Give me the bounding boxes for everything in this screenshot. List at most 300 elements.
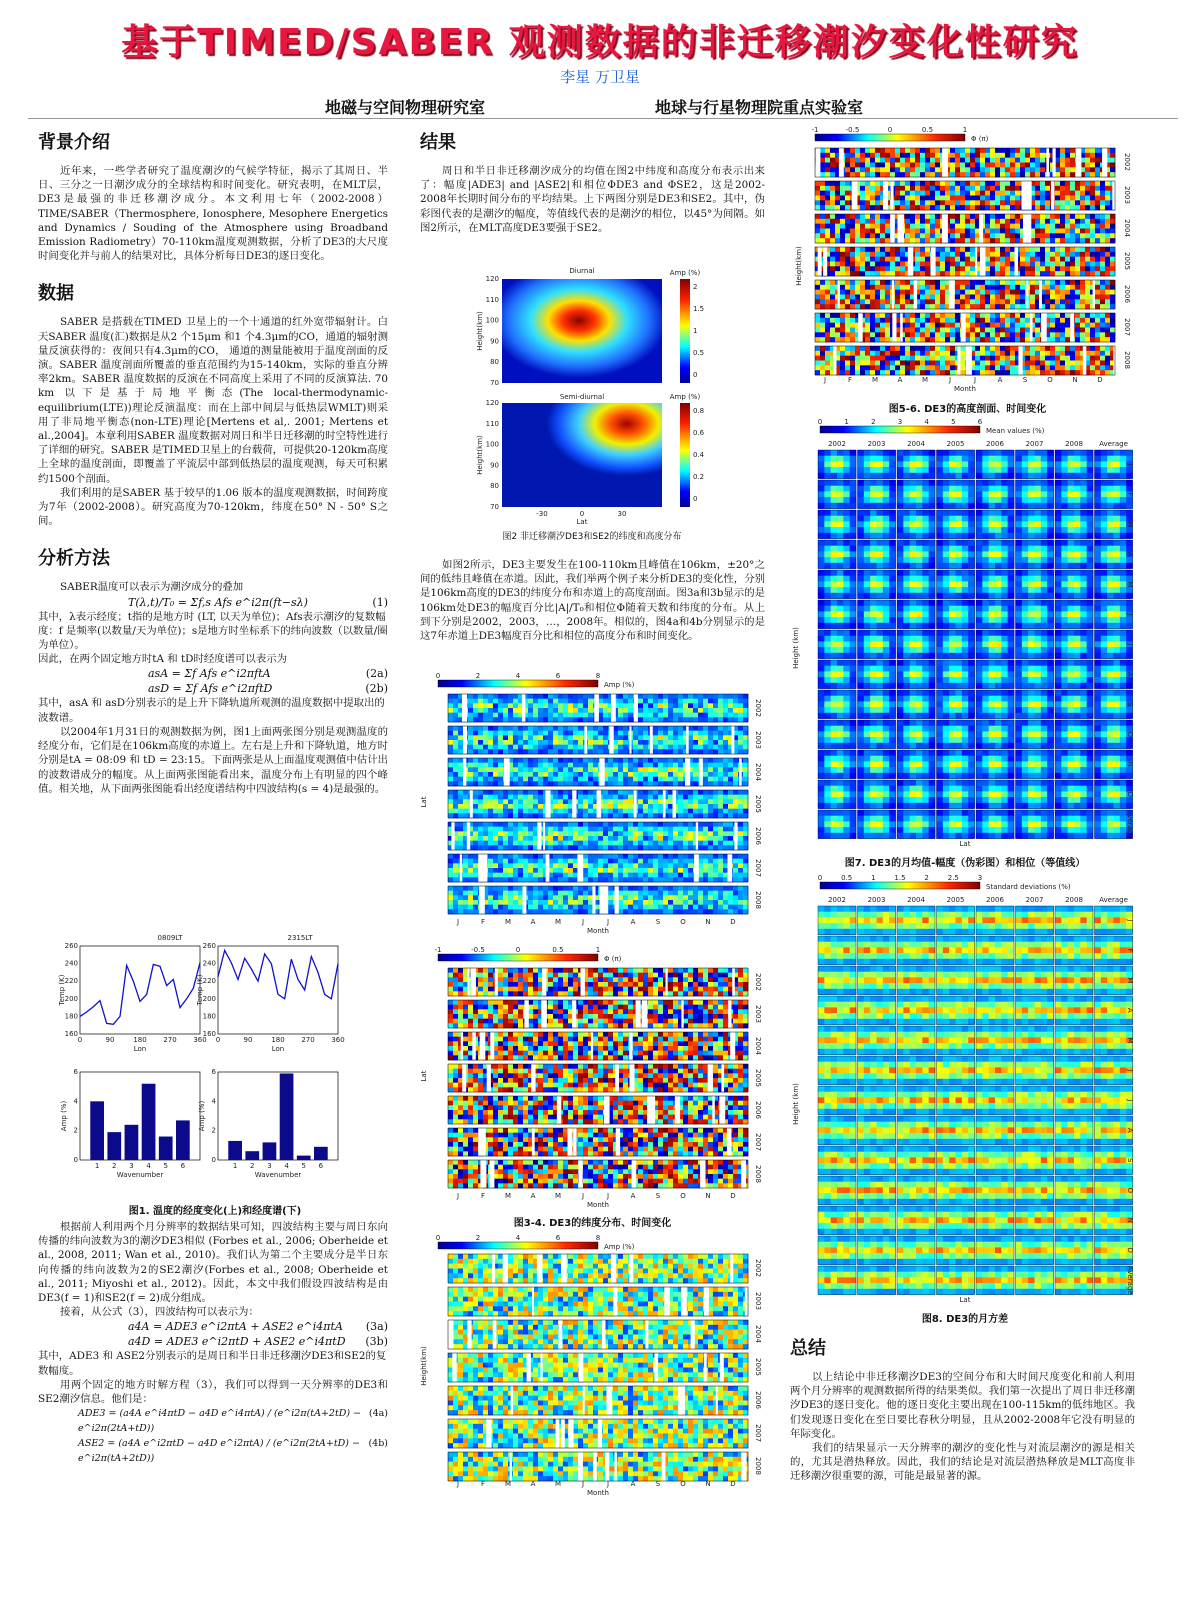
fig3-month-tick: J [606, 918, 610, 926]
fig1-amp-bar [228, 1141, 242, 1160]
fig3-phase-panel-2007 [448, 1128, 748, 1156]
fig7-colorbar [820, 426, 980, 433]
fig8-row-label: J [1126, 1069, 1134, 1072]
fig2-cbar-tick: 0.6 [693, 429, 705, 437]
fig5-phase-colorbar-label: Φ (π) [971, 135, 989, 143]
fig7-cell [897, 690, 935, 719]
fig8-cell [897, 1056, 935, 1085]
fig1-ytick: 200 [202, 994, 216, 1003]
fig7-cell [937, 660, 975, 689]
fig2-ylabel: Height(km) [476, 311, 484, 351]
fig8-cell [858, 1146, 896, 1175]
fig8-cell [976, 1086, 1014, 1115]
fig7-cell [897, 780, 935, 809]
fig4-phase-colorbar [438, 954, 598, 961]
fig8-cell [818, 1176, 856, 1205]
fig4-month-tick: M [554, 1480, 562, 1488]
fig3-month-tick: M [504, 918, 512, 926]
fig5-panel-2006 [815, 280, 1115, 309]
fig5-panel-2005 [815, 247, 1115, 276]
data-text-2: 我们利用的是SABER 基于较早的1.06 版本的温度观测数据，时间跨度为7年（2002-2008）。研究高度为70-120km，纬度在50° N - 50° S之间。 [38, 486, 388, 528]
fig5-month-tick: M [921, 376, 929, 384]
fig1-ytick: 240 [64, 959, 78, 968]
figure-2 [472, 265, 712, 545]
fig8-cell [858, 1206, 896, 1235]
fig7-cell [818, 540, 856, 569]
fig7-colorbar-tick: 1 [844, 418, 849, 426]
figure-8-grid [790, 874, 1140, 1306]
fig3-phase-panel-2005 [448, 1064, 748, 1092]
fig4-month-tick: F [480, 1480, 486, 1488]
fig1-xtick: 90 [105, 1036, 115, 1044]
fig8-cell [1055, 996, 1093, 1025]
fig5-panel-2008 [815, 346, 1118, 375]
fig1-bar-xtick: 2 [112, 1162, 117, 1170]
fig8-row-label: M [1126, 1037, 1134, 1044]
fig7-cell [818, 780, 856, 809]
fig7-colorbar-tick: 0 [817, 418, 823, 426]
fig7-cell [858, 660, 896, 689]
fig8-cell [937, 1266, 975, 1295]
fig1-bar-xtick: 1 [232, 1162, 238, 1170]
fig3-phase-month-tick: A [530, 1192, 536, 1200]
fig4-phase-colorbar-tick: -1 [434, 946, 442, 954]
fig7-cell [897, 450, 935, 479]
fig7-cell [976, 630, 1014, 659]
fig5-year-label: 2006 [1123, 285, 1131, 303]
fig4-year-label: 2002 [754, 1259, 762, 1277]
fig3-amp-panel-2007 [448, 854, 748, 882]
figure-7-grid [790, 418, 1140, 850]
fig8-cell [937, 1206, 975, 1235]
fig3-year-label: 2002 [754, 699, 762, 717]
equation-1: T(λ,t)/T₀ = Σf,s Afs e^i2π(ft−sλ) (1) [128, 595, 388, 609]
fig4-year-label: 2008 [754, 1457, 762, 1475]
fig8-cell [858, 1266, 896, 1295]
column-left-lower [38, 1220, 388, 1466]
data-text-1: SABER 是搭载在TIMED 卫星上的一个十通道的红外宽带辐射计。白天SABER 温度(汇)数据是从2 个15μm 和1 个4.3μm的CO，通道的辐射测量反演获得的：夜间只有4.3μm的CO， 通道的测量能被用于温度剖面的反演。SABER 温度剖面所覆盖的垂直范围约为15-140km，实际的垂直分辨率2km。SABER 温度数据的反演在不同高度上采用了不同的反演算法. 70 km 以下是基于局地平衡态(The local-thermodynamic-equilibrium(LTE))理论反演温度：而在上部中间层与低热层WMLT)则采用了非局地平衡态(non-LTE)理论[Mertens et al,. 2001; Mertens et al.,2004]。本章利用SABER 温度数据对周日和半日迁移潮的时空特性进行了详细的研究。SABER 是TIMED卫星上的台载荷，可提供20-120km高度上全球的温度剖面，即覆盖了平流层中部到低热层的温度观测，每天可积累约1500个剖面。 [38, 316, 388, 485]
fig1-amp-bar [142, 1084, 156, 1160]
fig2-cbar-tick: 0 [693, 495, 698, 503]
figure-1-caption: 图1. 温度的经度变化(上)和经度谱(下) [128, 1206, 302, 1217]
fig2-bottom-colorbar [680, 403, 690, 507]
fig7-cell [858, 720, 896, 749]
figure-8-caption: 图8. DE3的月方差 [921, 1314, 1009, 1325]
fig8-cell [897, 1266, 935, 1295]
fig5-panel-2004 [815, 214, 1115, 243]
fig7-cell [937, 510, 975, 539]
fig2-cbar-tick: 0.2 [693, 473, 705, 481]
fig8-row-label: Average [1126, 1265, 1134, 1295]
fig5-month-label: Month [954, 385, 976, 393]
fig8-cell [897, 1086, 935, 1115]
fig7-cell [1016, 630, 1054, 659]
fig1-xtick: 180 [271, 1036, 285, 1044]
fig8-cell [897, 996, 935, 1025]
fig3-phase-month-tick: J [581, 1192, 585, 1200]
fig7-col-header: 2005 [946, 440, 965, 448]
fig8-cell [976, 996, 1014, 1025]
column-left [38, 128, 388, 796]
fig4-amp-colorbar-tick: 6 [555, 1234, 561, 1242]
figure-7 [790, 418, 1140, 868]
fig4-amp-colorbar-label: Amp (%) [604, 1243, 635, 1251]
fig5-month-tick: D [1097, 376, 1103, 384]
fig7-cell [937, 780, 975, 809]
fig8-row-label: D [1126, 1247, 1134, 1253]
method-text-2: 因此，在两个固定地方时tA 和 tD时经度谱可以表示为 [38, 653, 287, 666]
fig7-cell [1055, 750, 1093, 779]
fig2-ytick: 90 [490, 461, 499, 470]
fig8-colorbar-tick: 1.5 [894, 874, 906, 882]
fig7-cell [1016, 570, 1054, 599]
fig1-amp-bar [245, 1151, 259, 1160]
fig8-row-label: M [1126, 977, 1134, 984]
fig8-cell [1016, 1116, 1054, 1145]
fig7-row-label: J [1126, 613, 1134, 616]
fig5-phase-colorbar-tick: -0.5 [845, 126, 860, 134]
fig3-month-tick: D [730, 918, 736, 926]
fig3-phase-panel-2008 [448, 1160, 750, 1188]
fig8-cell [897, 1146, 935, 1175]
fig7-cell [897, 510, 935, 539]
fig8-cell [818, 1086, 856, 1115]
fig7-colorbar-tick: 6 [977, 418, 983, 426]
fig3-phase-year-label: 2004 [754, 1037, 762, 1055]
fig4-amp-colorbar [438, 1242, 598, 1249]
fig8-cell [976, 1026, 1014, 1055]
fig8-cell [976, 936, 1014, 965]
fig7-cell [858, 510, 896, 539]
fig7-cell [976, 660, 1014, 689]
fig3-phase-year-label: 2003 [754, 1005, 762, 1023]
background-heading: 背景介绍 [38, 132, 110, 153]
fig3-year-label: 2005 [754, 795, 762, 813]
fig5-panel-2003 [815, 181, 1116, 210]
fig3-phase-month-tick: A [630, 1192, 636, 1200]
fig8-cell [1055, 1086, 1093, 1115]
fig8-col-header: 2004 [907, 896, 925, 904]
fig2-cbar-tick: 2 [693, 283, 698, 291]
fig1-bar-xtick: 1 [94, 1162, 100, 1170]
fig1-ytick: 200 [64, 994, 78, 1003]
fig1-amp-xlabel: Wavenumber [116, 1171, 164, 1179]
fig8-cell [818, 1116, 856, 1145]
fig4-month-tick: A [630, 1480, 636, 1488]
fig1-amp-bar [280, 1073, 294, 1160]
fig7-cell [1055, 690, 1093, 719]
fig8-cell [976, 906, 1014, 935]
fig1-amp-bar [176, 1120, 190, 1160]
fig5-month-tick: M [871, 376, 879, 384]
fig8-row-label: F [1126, 948, 1134, 953]
fig7-cell [858, 600, 896, 629]
fig5-phase-colorbar [815, 134, 965, 141]
fig7-cell [818, 660, 856, 689]
fig7-cell [937, 720, 975, 749]
fig1-bar-ytick: 6 [73, 1068, 78, 1076]
fig1-amp-ylabel: Amp (%) [198, 1100, 206, 1132]
fig4-phase-colorbar-tick: 0.5 [552, 946, 564, 954]
fig5-year-label: 2005 [1123, 252, 1131, 270]
fig8-cell [937, 1026, 975, 1055]
fig8-row-label: A [1126, 1127, 1134, 1133]
fig5-month-tick: A [997, 376, 1003, 384]
equation-4b: ASE2 = (a4A e^i2πtD − a4D e^i2πtA) / (e^i2π(2tA+tD) − e^i2π(tA+2tD)) (4b) [78, 1438, 388, 1465]
fig7-cell [818, 480, 856, 509]
fig2-xtick: 30 [617, 510, 627, 518]
fig1-ytick: 160 [202, 1030, 216, 1038]
fig8-cell [818, 1266, 856, 1295]
fig8-cell [858, 996, 896, 1025]
fig7-cell [818, 720, 856, 749]
fig1-ytick: 220 [64, 977, 78, 986]
equation-2b: asD = Σf Afs e^i2πftD (2b) [148, 682, 388, 696]
fig2-diurnal-map [502, 279, 662, 383]
affiliation-left: 地磁与空间物理研究室 [325, 98, 486, 117]
fig8-cell [818, 906, 856, 935]
fig7-cell [818, 630, 856, 659]
fig8-col-header: 2006 [986, 896, 1004, 904]
fig4-month-tick: O [680, 1480, 686, 1488]
fig7-cell [1016, 720, 1054, 749]
fig5-phase-colorbar-tick: 0.5 [921, 126, 934, 134]
fig2-cbar-tick: 1 [693, 327, 698, 335]
method-text-4: 以2004年1月31日的观测数据为例，图1上面两张图分别是观测温度的经度分布，它们是在106km高度的赤道上。左右是上升和下降轨道，地方时分别是tA = 08:09 和 tD = 23:15。下面两张是从上面温度观测值中估计出的波数谱成分的幅度。从上面两张图能看出来，温度分布上有明显的四个峰值。相关地，从下面两张图能看出经度谱结构中四波结构(s = 4)是最强的。 [38, 725, 388, 795]
fig1-amp-bar [125, 1125, 139, 1160]
fig2-cbar-tick: 0 [693, 371, 698, 379]
fig7-cell [1055, 660, 1093, 689]
fig8-cell [818, 966, 856, 995]
fig1-bar-ytick: 2 [73, 1126, 78, 1135]
fig7-cell [976, 780, 1014, 809]
fig3-phase-month-label: Month [587, 1201, 609, 1209]
figure-1-plots [60, 932, 370, 1194]
fig4-amp-colorbar-tick: 2 [475, 1234, 481, 1242]
fig7-cell [897, 660, 935, 689]
fig3-phase-year-label: 2008 [754, 1165, 762, 1183]
fig8-cell [858, 966, 896, 995]
figure-1 [58, 932, 370, 1217]
fig7-cell [818, 570, 856, 599]
fig1-xtick: 360 [193, 1036, 207, 1044]
fig8-cell [937, 906, 975, 935]
fig2-ytick: 80 [490, 482, 499, 491]
data-heading: 数据 [38, 283, 74, 305]
fig2-top-title: Diurnal [569, 267, 595, 275]
fig5-month-tick: J [973, 376, 977, 384]
summary-text-1: 以上结论中非迁移潮汐DE3的空间分布和大时间尺度变化和前人利用两个月分辨率的观测数据所得的结果类似。我们第一次提出了周日非迁移潮汐DE3的逐日变化。他的逐日变化主要出现在100-115km的低纬地区。我们发现逐日变化在至日要比春秋分明显，且从2002-2008年它没有明显的年际变化。 [790, 1371, 1135, 1440]
figure-2-plots [472, 265, 712, 525]
fig8-cell [937, 936, 975, 965]
fig7-cell [858, 750, 896, 779]
fig3-lat-label: Lat [420, 796, 428, 808]
fig2-cbar-tick: 0.4 [693, 451, 705, 459]
fig7-cell [1055, 480, 1093, 509]
fig1-bar-xtick: 5 [301, 1162, 306, 1170]
fig5-month-tick: S [1022, 376, 1028, 384]
fig7-cell [976, 450, 1014, 479]
fig8-cell [858, 1116, 896, 1145]
fig5-year-label: 2008 [1123, 351, 1131, 369]
fig4-month-tick: A [530, 1480, 536, 1488]
fig1-xtick: 270 [163, 1036, 177, 1044]
fig7-cell [976, 750, 1014, 779]
fig8-cell [937, 1056, 975, 1085]
fig1-bar-xtick: 3 [267, 1162, 272, 1170]
fig8-cell [1016, 1176, 1054, 1205]
fig8-cell [1016, 1236, 1054, 1265]
figure-2-caption: 图2 非迁移潮汐DE3和SE2的纬度和高度分布 [502, 532, 682, 542]
fig8-cell [858, 936, 896, 965]
figure-8 [790, 874, 1140, 1324]
fig7-cell [897, 750, 935, 779]
fig8-cell [858, 1086, 896, 1115]
fig7-cell [858, 810, 896, 839]
fig7-cell [1055, 720, 1093, 749]
fig3-amp-panel-2002 [448, 694, 748, 722]
fig2-ytick: 100 [485, 316, 499, 325]
fig5-height-label: Height(km) [795, 246, 803, 286]
fig7-cell [937, 630, 975, 659]
derivation-text-2: 接着，从公式（3），四波结构可以表示为： [60, 1306, 259, 1319]
fig3-phase-month-tick: N [705, 1192, 711, 1200]
fig4-month-tick: N [705, 1480, 711, 1488]
fig7-cell [1016, 810, 1054, 839]
fig1-amp-bar [107, 1132, 121, 1160]
fig8-cell [897, 1026, 935, 1055]
fig8-cell [937, 1116, 975, 1145]
fig7-cell [1016, 690, 1054, 719]
fig3-month-tick: F [480, 918, 486, 926]
fig1-ytick: 260 [202, 942, 216, 950]
fig2-ytick: 110 [485, 419, 499, 428]
fig7-cell [818, 450, 856, 479]
fig2-semidiurnal-map [502, 403, 662, 507]
fig7-cell [937, 450, 975, 479]
fig4-phase-colorbar-tick: 1 [595, 946, 601, 954]
figure-4-height [420, 1236, 765, 1501]
fig3-amp-colorbar-tick: 4 [515, 672, 521, 680]
fig7-cell [976, 510, 1014, 539]
fig3-phase-year-label: 2006 [754, 1101, 762, 1119]
fig7-cell [1016, 540, 1054, 569]
fig8-cell [976, 1056, 1014, 1085]
fig8-cell [858, 906, 896, 935]
fig8-cell [897, 1176, 935, 1205]
fig1-right-title: 2315LT [287, 934, 313, 942]
fig8-cell [818, 1146, 856, 1175]
poster-title: 基于TIMED/SABER 观测数据的非迁移潮汐变化性研究 [121, 22, 1079, 63]
fig1-bar-xtick: 4 [146, 1162, 151, 1170]
fig7-cell [858, 480, 896, 509]
fig8-cell [858, 1176, 896, 1205]
fig8-cell [976, 1146, 1014, 1175]
fig8-colorbar-tick: 1 [871, 874, 876, 882]
fig7-row-label: A [1126, 671, 1134, 677]
figure-5-6-panels [795, 126, 1140, 396]
fig8-cell [897, 1236, 935, 1265]
fig2-ytick: 80 [490, 358, 499, 367]
fig8-cell [1016, 1026, 1054, 1055]
authors: 李星 万卫星 [560, 68, 640, 86]
fig8-cell [818, 1026, 856, 1055]
fig2-cbar-tick: 0.8 [693, 407, 705, 415]
fig3-phase-month-tick: S [655, 1192, 661, 1200]
fig8-col-header: 2003 [867, 896, 886, 904]
fig5-month-tick: J [823, 376, 827, 384]
summary-heading: 总结 [790, 1338, 826, 1359]
fig8-colorbar-label: Standard deviations (%) [986, 883, 1071, 891]
fig8-cell [818, 996, 856, 1025]
fig1-xtick: 270 [301, 1036, 315, 1044]
fig3-year-label: 2007 [754, 859, 762, 877]
fig1-bar-xtick: 5 [163, 1162, 168, 1170]
fig7-cell [858, 570, 896, 599]
fig8-cell [858, 1026, 896, 1055]
fig7-row-label: F [1126, 492, 1134, 497]
fig1-temp-xlabel: Lon [271, 1045, 285, 1053]
fig1-bar-xtick: 4 [284, 1162, 289, 1170]
fig8-cell [897, 936, 935, 965]
fig8-cell [897, 906, 935, 935]
fig7-row-label: M [1126, 521, 1134, 528]
fig3-month-tick: N [705, 918, 711, 926]
fig7-cell [858, 630, 896, 659]
figure-4-panels [420, 1236, 765, 1498]
fig3-phase-panel-2002 [448, 968, 748, 996]
fig2-xtick: 0 [579, 510, 585, 518]
fig2-bottom-title: Semi-diurnal [559, 393, 605, 401]
fig1-bar-xtick: 3 [129, 1162, 134, 1170]
fig3-year-label: 2008 [754, 891, 762, 909]
fig3-month-tick: S [655, 918, 661, 926]
fig8-col-header: Average [1099, 896, 1128, 904]
fig8-cell [1055, 936, 1093, 965]
fig7-col-header: 2003 [867, 440, 886, 448]
header-rule [28, 118, 1178, 119]
fig4-year-label: 2003 [754, 1292, 762, 1310]
fig4-height-panel-2003 [448, 1287, 748, 1316]
fig7-row-label: D [1126, 791, 1134, 797]
fig3-amp-colorbar-label: Amp (%) [604, 681, 635, 689]
fig4-month-tick: J [581, 1480, 585, 1488]
fig3-phase-panel-2006 [448, 1096, 748, 1124]
fig3-phase-month-tick: F [480, 1192, 486, 1200]
fig4-height-panel-2005 [448, 1353, 748, 1382]
fig2-ytick: 120 [485, 275, 499, 283]
fig3-month-tick: J [456, 918, 460, 926]
fig7-col-header: 2006 [986, 440, 1004, 448]
affiliation-right: 地球与行星物理院重点实验室 [655, 98, 864, 117]
fig4-height-panel-2004 [448, 1320, 748, 1349]
derivation-text-1: 根据前人利用两个月分辨率的数据结果可知，四波结构主要与周日东向传播的纬向波数为3的潮汐DE3相似 (Forbes et al., 2006; Oberheide et al., 2008, 2011; Wan et al., 2010)。我们认为第二个主要成分是半日东向传播的纬向波数为2的SE2潮汐(Forbes et al., 2008; Oberheide et al., 2011; Miyoshi et al., 2012)。因此，本文中我们假设四波结构是由DE3(f = 1)和SE2(f = 2)成分组成。 [38, 1221, 388, 1305]
fig7-cell [897, 540, 935, 569]
fig8-cell [1016, 906, 1054, 935]
fig7-cell [1055, 540, 1093, 569]
fig3-year-label: 2003 [754, 731, 762, 749]
fig3-year-label: 2006 [754, 827, 762, 845]
fig8-cell [1055, 906, 1093, 935]
fig8-cell [937, 1146, 975, 1175]
fig4-year-label: 2005 [754, 1358, 762, 1376]
fig3-month-tick: A [530, 918, 536, 926]
fig7-cell [858, 780, 896, 809]
fig7-colorbar-tick: 3 [897, 418, 903, 426]
fig3-phase-panel-2003 [448, 1000, 748, 1028]
fig3-phase-year-label: 2005 [754, 1069, 762, 1087]
fig3-phase-month-tick: M [554, 1192, 562, 1200]
